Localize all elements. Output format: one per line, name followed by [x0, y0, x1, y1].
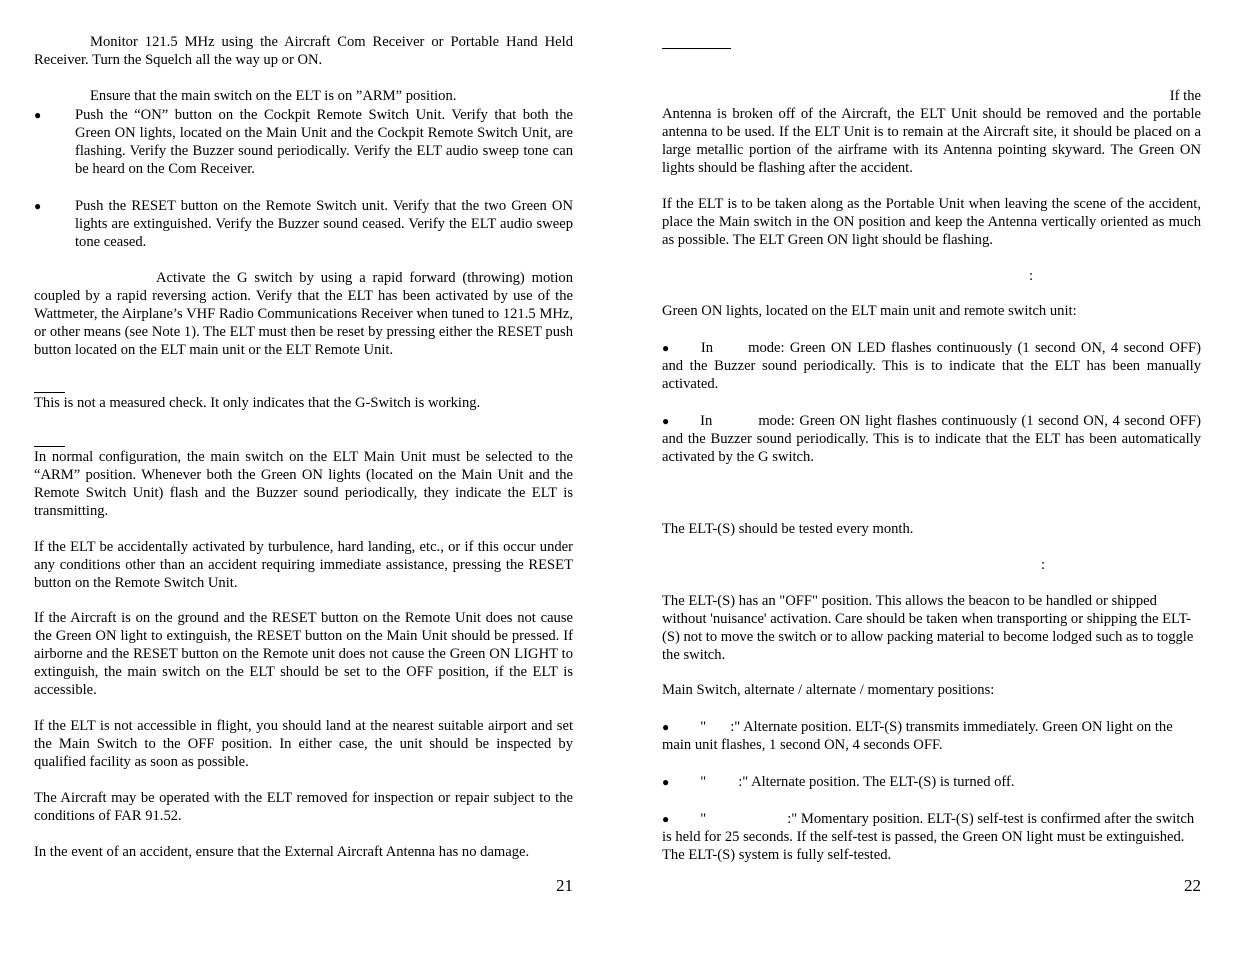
bullet-text: mode: Green ON light flashes continuously (1 second ON, 4 second OFF) and the Buzzer sound periodically. This is to indicate that the ELT has been automatically activated by the G switch.: [662, 413, 1201, 465]
bullet-dot-icon: ●: [662, 720, 670, 734]
bullet-text: mode: Green ON LED flashes continuously (1 second ON, 4 second OFF) and the Buzzer sound periodically. This is to indicate that the ELT has been manually activated.: [662, 340, 1201, 392]
bullet-item-auto-mode: [662, 412, 1201, 466]
paragraph-tested-monthly: The ELT-(S) should be tested every month.: [662, 521, 914, 537]
paragraph-activate: Activate the G switch by using a rapid forward (throwing) motion coupled by a rapid reversing action. Verify that the ELT has been activated by use of the Wattmeter, the Airplane’s VHF Radio Communications Receiver when tuned to 121.5 MHz, or other means (see Note 1). The ELT must then be reset by pressing either the RESET push button located on the ELT main unit or the ELT Remote Unit.: [34, 270, 573, 358]
paragraph-portable-unit: If the ELT is to be taken along as the Portable Unit when leaving the scene of the accident, place the Main switch in the ON position and keep the Antenna vertically oriented as much as possible. The ELT Green ON light should be flashing.: [662, 196, 1201, 248]
colon-mark: :: [1029, 268, 1034, 284]
heading-underline: [662, 48, 731, 49]
bullet-dot-icon: ●: [662, 414, 671, 428]
bullet-dot-icon: ●: [662, 812, 670, 826]
paragraph-normal-configuration: In normal configuration, the main switch on the ELT Main Unit must be selected to the “ARM” position. Whenever both the Green ON lights (located on the Main Unit and the Remote Switch Unit) flash and the Buzzer sound periodically, they indicate the ELT is transmitting.: [34, 449, 573, 519]
paragraph-if-the: If the: [1169, 88, 1201, 104]
bullet-item-manual-mode: [662, 339, 1201, 393]
bullet-dot-icon: ●: [34, 199, 42, 213]
paragraph-green-lights: Green ON lights, located on the ELT main unit and remote switch unit:: [662, 303, 1077, 319]
bullet-lead: In: [700, 413, 713, 429]
bullet-dot-icon: ●: [662, 775, 670, 789]
bullet-lead: In: [700, 340, 714, 356]
bullet-item-reset-button: [34, 197, 573, 251]
colon-mark: :: [1041, 557, 1046, 573]
left-page: [34, 0, 573, 954]
paragraph-antenna: Antenna is broken off of the Aircraft, the ELT Unit should be removed and the portable antenna to be used. If the ELT Unit is to remain at the Aircraft site, it should be placed on a large metallic portion of the airframe with its Antenna pointing skyward. The Green ON lights should be flashing after the accident.: [662, 106, 1201, 176]
right-page: [662, 0, 1201, 954]
paragraph-event-accident: In the event of an accident, ensure that the External Aircraft Antenna has no damage.: [34, 844, 530, 860]
bullet-text: Push the RESET button on the Remote Switch unit. Verify that the two Green ON lights are extinguished. Verify the Buzzer sound ceased. Verify the ELT audio sweep tone ceased.: [75, 198, 573, 250]
paragraph-off-position: The ELT-(S) has an "OFF" position. This allows the beacon to be handled or shipped without 'nuisance' activation. Care should be taken when transporting or shipping the ELT-(S) not to move the switch or to allow packing material to become lodged such as to toggle the switch.: [662, 593, 1194, 663]
bullet-item-switch-off: [662, 773, 1201, 791]
bullet-dot-icon: ●: [662, 341, 671, 355]
bullet-item-switch-on: [662, 718, 1201, 754]
page-number: 22: [1184, 876, 1201, 895]
bullet-dot-icon: ●: [34, 108, 42, 122]
bullet-text: :" Momentary position. ELT-(S) self-test is confirmed after the switch is held for 25 seconds. If the self-test is passed, the Green ON light must be extinguished. The ELT-(S) system is fully self-tested.: [662, 811, 1195, 863]
bullet-item-on-button: [34, 106, 573, 178]
bullet-text: Push the “ON” button on the Cockpit Remote Switch Unit. Verify that both the Green ON lights, located on the Main Unit and the Cockpit Remote Switch Unit, are flashing. Verify the Buzzer sound periodically. Verify the ELT audio sweep tone can be heard on the Com Receiver.: [75, 107, 573, 177]
bullet-lead: ": [700, 774, 707, 790]
bullet-text: :" Alternate position. The ELT-(S) is turned off.: [738, 774, 1015, 790]
page-number: 21: [556, 876, 573, 895]
bullet-lead: ": [700, 719, 707, 735]
heading-underline: [34, 446, 65, 447]
bullet-lead: ": [700, 811, 707, 827]
paragraph-on-ground: If the Aircraft is on the ground and the RESET button on the Remote Unit does not cause the Green ON light to extinguish, the RESET button on the Main Unit should be pressed. If airborne and the RESET button on the Remote unit does not cause the Green ON LIGHT to extinguish, the main switch on the ELT should be set to the OFF position, if the ELT is accessible.: [34, 610, 573, 698]
bullet-text: :" Alternate position. ELT-(S) transmits immediately. Green ON light on the main unit flashes, 1 second ON, 4 seconds OFF.: [662, 719, 1173, 753]
bullet-item-switch-test: [662, 810, 1201, 864]
heading-underline: [34, 392, 65, 393]
paragraph-accidental-activation: If the ELT be accidentally activated by turbulence, hard landing, etc., or if this occur under any conditions other than an accident requiring immediate assistance, pressing the RESET button on the Remote Switch Unit.: [34, 539, 573, 591]
paragraph-main-switch: Main Switch, alternate / alternate / momentary positions:: [662, 682, 995, 698]
paragraph-ensure: Ensure that the main switch on the ELT is on ”ARM” position.: [90, 88, 457, 104]
paragraph-not-measured: This is not a measured check. It only indicates that the G-Switch is working.: [34, 395, 481, 411]
paragraph-not-accessible: If the ELT is not accessible in flight, you should land at the nearest suitable airport and set the Main Switch to the OFF position. In either case, the unit should be inspected by qualified facility as soon as possible.: [34, 718, 573, 770]
paragraph-monitor: Monitor 121.5 MHz using the Aircraft Com Receiver or Portable Hand Held Receiver. Turn the Squelch all the way up or ON.: [34, 34, 573, 68]
paragraph-far: The Aircraft may be operated with the ELT removed for inspection or repair subject to the conditions of FAR 91.52.: [34, 790, 573, 824]
